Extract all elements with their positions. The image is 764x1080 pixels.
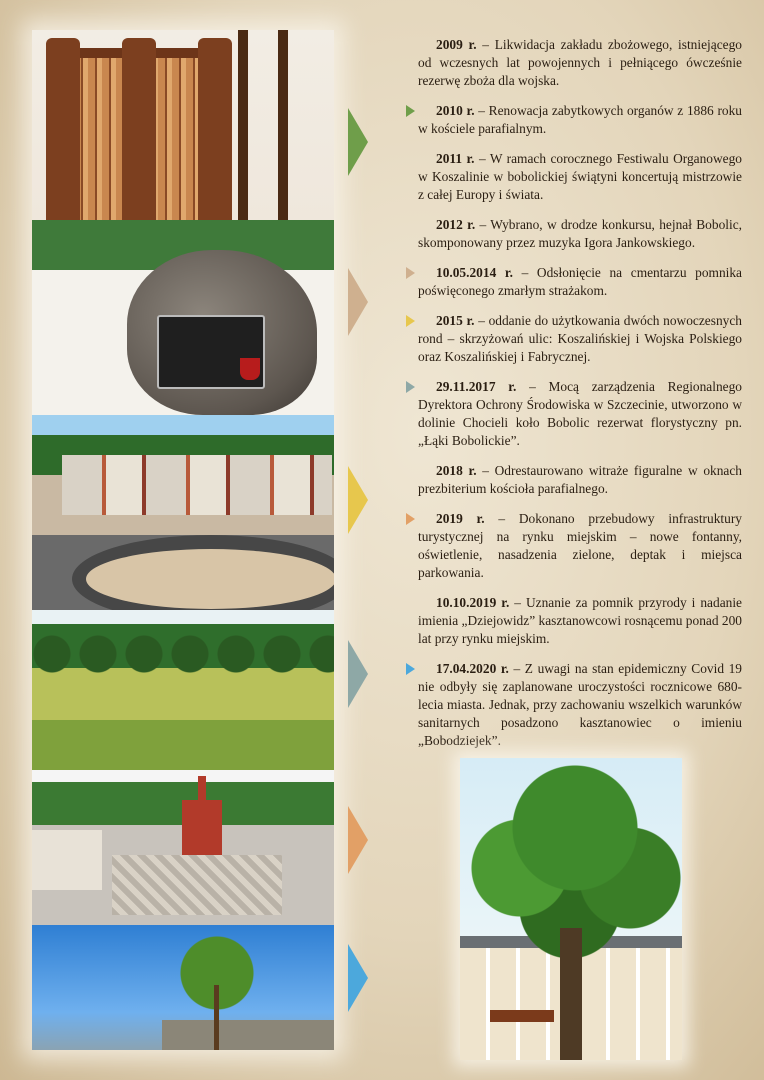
entry-text: – Wybrano, w drodze konkursu, hejnał Bobolic, skomponowany przez muzyka Igora Jankowskiego. <box>418 217 742 250</box>
young-chestnut-photo <box>32 925 334 1050</box>
marker-icon <box>406 513 415 525</box>
arrow-orange <box>348 806 368 874</box>
timeline-entry <box>418 660 742 750</box>
arrow-green <box>348 108 368 176</box>
entry-text: – Uznanie za pomnik przyrody i nadanie imienia „Dziejowidz” kasztanowcowi rosnącemu ponad 200 lat przy rynku miejskim. <box>418 595 742 646</box>
dziejowidz-chestnut-photo <box>460 758 682 1060</box>
entry-date: 2019 r. <box>436 511 485 526</box>
arrow-beige <box>348 268 368 336</box>
timeline-entry <box>418 378 742 450</box>
entry-date: 2018 r. <box>436 463 477 478</box>
entry-date: 29.11.2017 r. <box>436 379 517 394</box>
entry-date: 2009 r. <box>436 37 477 52</box>
roundabout-photo <box>32 415 334 610</box>
entry-text: – Likwidacja zakładu zbożowego, istniejącego od wczesnych lat powojennych i pełniącego ówcześnie rezerwę zboża dla wojska. <box>418 37 742 88</box>
timeline-entry <box>418 216 742 252</box>
entry-text: – oddanie do użytkowania dwóch nowoczesnych rond – skrzyżowań ulic: Koszalińskiej i Wojska Polskiego oraz Koszalińskiej i Fabrycznej. <box>418 313 742 364</box>
photo-strip <box>32 30 334 1050</box>
entry-text: – Dokonano przebudowy infrastruktury turystycznej na rynku miejskim – nowe fontanny, oświetlenie, nasadzenia zielone, deptak i miejsca parkowania. <box>418 511 742 580</box>
entry-date: 10.05.2014 r. <box>436 265 513 280</box>
arrow-grey <box>348 640 368 708</box>
timeline-entry <box>418 150 742 204</box>
entry-date: 10.10.2019 r. <box>436 595 510 610</box>
entry-date: 2010 r. <box>436 103 475 118</box>
entry-text: – W ramach corocznego Festiwalu Organowego w Koszalinie w bobolickiej świątyni koncertują mistrzowie z całej Europy i świata. <box>418 151 742 202</box>
timeline-entry <box>418 510 742 582</box>
timeline-entry <box>418 312 742 366</box>
entry-text: – Odsłonięcie na cmentarzu pomnika poświęconego zmarłym strażakom. <box>418 265 742 298</box>
meadow-photo <box>32 610 334 770</box>
timeline-entry <box>418 102 742 138</box>
timeline-entry <box>418 462 742 498</box>
entry-text: – Renowacja zabytkowych organów z 1886 roku w kościele parafialnym. <box>418 103 742 136</box>
timeline-entry <box>418 36 742 90</box>
entry-text: – Z uwagi na stan epidemiczny Covid 19 nie odbyły się zaplanowane uroczystości rocznicowe 680-lecia miasta. Jednak, przy zachowaniu wszelkich warunków sanitarnych posadzono kasztanowiec o imieniu „Bobodziejek”. <box>418 661 742 748</box>
entry-text: – Odrestaurowano witraże figuralne w oknach prezbiterium kościoła parafialnego. <box>418 463 742 496</box>
church-square-photo <box>32 770 334 925</box>
marker-icon <box>406 267 415 279</box>
marker-icon <box>406 663 415 675</box>
timeline-entry <box>418 594 742 648</box>
arrow-yellow <box>348 466 368 534</box>
arrow-blue <box>348 944 368 1012</box>
marker-icon <box>406 105 415 117</box>
timeline <box>418 36 742 762</box>
marker-icon <box>406 315 415 327</box>
memorial-stone-photo <box>32 220 334 415</box>
timeline-entry <box>418 264 742 300</box>
organ-photo <box>32 30 334 220</box>
entry-date: 2012 r. <box>436 217 476 232</box>
entry-text: – Mocą zarządzenia Regionalnego Dyrektora Ochrony Środowiska w Szczecinie, utworzono w dolinie Chocieli koło Bobolic rezerwat florystyczny pn. „Łąki Bobolickie”. <box>418 379 743 448</box>
entry-date: 2011 r. <box>436 151 475 166</box>
marker-icon <box>406 381 415 393</box>
entry-date: 17.04.2020 r. <box>436 661 509 676</box>
entry-date: 2015 r. <box>436 313 475 328</box>
